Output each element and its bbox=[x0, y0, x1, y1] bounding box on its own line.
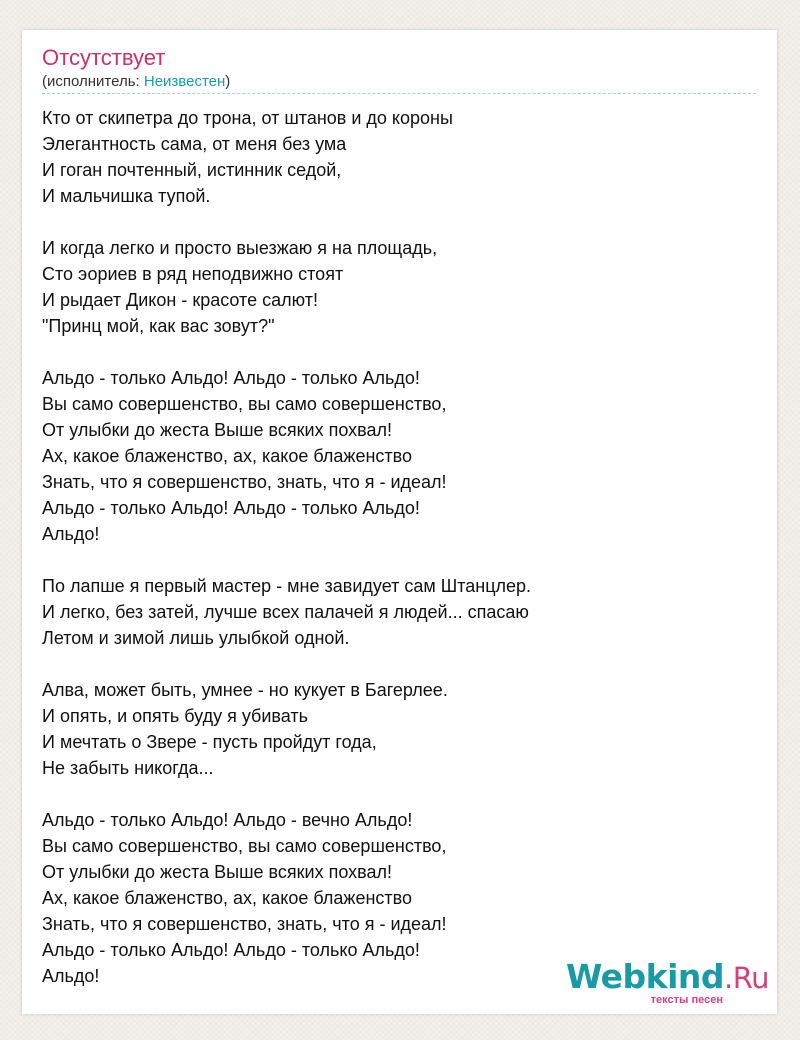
lyrics-line: И гоган почтенный, истинник седой, bbox=[42, 160, 342, 180]
lyrics-line: Алва, может быть, умнее - но кукует в Багерлее. bbox=[42, 680, 448, 700]
lyrics-stanza bbox=[42, 573, 762, 651]
lyrics-card bbox=[22, 30, 777, 1014]
lyrics-line: И когда легко и просто выезжаю я на площадь, bbox=[42, 238, 438, 258]
song-title: Отсутствует bbox=[42, 45, 166, 70]
lyrics-line: От улыбки до жеста Выше всяких похвал! bbox=[42, 420, 393, 440]
lyrics-line: Альдо - только Альдо! Альдо - вечно Альдо! bbox=[42, 810, 413, 830]
lyrics-line: Сто эориев в ряд неподвижно стоят bbox=[42, 264, 344, 284]
lyrics-line: От улыбки до жеста Выше всяких похвал! bbox=[42, 862, 393, 882]
artist-prefix: (исполнитель: bbox=[42, 73, 144, 90]
lyrics-stanza bbox=[42, 235, 762, 339]
lyrics-line: И рыдает Дикон - красоте салют! bbox=[42, 290, 318, 310]
site-logo[interactable] bbox=[559, 958, 769, 1014]
lyrics-text bbox=[42, 105, 762, 989]
lyrics-line: Альдо! bbox=[42, 966, 100, 986]
logo-tld-text: .Ru bbox=[724, 961, 769, 995]
lyrics-line: Альдо! bbox=[42, 524, 100, 544]
lyrics-line: Вы само совершенство, вы само совершенство, bbox=[42, 394, 447, 414]
logo-wordmark bbox=[559, 958, 769, 997]
lyrics-stanza bbox=[42, 365, 762, 547]
lyrics-stanza bbox=[42, 677, 762, 781]
artist-line bbox=[42, 72, 230, 92]
lyrics-line: Летом и зимой лишь улыбкой одной. bbox=[42, 628, 350, 648]
lyrics-line: Знать, что я совершенство, знать, что я - идеал! bbox=[42, 472, 447, 492]
lyrics-line: И опять, и опять буду я убивать bbox=[42, 706, 308, 726]
lyrics-line: И мечтать о Звере - пусть пройдут года, bbox=[42, 732, 377, 752]
lyrics-stanza bbox=[42, 105, 762, 209]
lyrics-line: И легко, без затей, лучше всех палачей я людей... спасаю bbox=[42, 602, 529, 622]
lyrics-line: Не забыть никогда... bbox=[42, 758, 214, 778]
logo-tagline: тексты песен bbox=[650, 994, 723, 1006]
lyrics-line: Вы само совершенство, вы само совершенство, bbox=[42, 836, 447, 856]
lyrics-line: "Принц мой, как вас зовут?" bbox=[42, 316, 275, 336]
lyrics-line: Ах, какое блаженство, ах, какое блаженство bbox=[42, 888, 413, 908]
lyrics-line: По лапше я первый мастер - мне завидует сам Штанцлер. bbox=[42, 576, 532, 596]
logo-main-text: Webkind bbox=[565, 957, 725, 996]
lyrics-line: Альдо - только Альдо! Альдо - только Альдо! bbox=[42, 940, 420, 960]
lyrics-line: Элегантность сама, от меня без ума bbox=[42, 134, 347, 154]
artist-link[interactable]: Неизвестен bbox=[143, 73, 226, 90]
lyrics-line: И мальчишка тупой. bbox=[42, 186, 211, 206]
artist-suffix: ) bbox=[225, 73, 231, 90]
lyrics-line: Кто от скипетра до трона, от штанов и до короны bbox=[42, 108, 453, 128]
lyrics-line: Ах, какое блаженство, ах, какое блаженство bbox=[42, 446, 413, 466]
header-divider bbox=[42, 93, 756, 94]
lyrics-line: Альдо - только Альдо! Альдо - только Альдо! bbox=[42, 498, 420, 518]
lyrics-line: Альдо - только Альдо! Альдо - только Альдо! bbox=[42, 368, 420, 388]
lyrics-line: Знать, что я совершенство, знать, что я - идеал! bbox=[42, 914, 447, 934]
